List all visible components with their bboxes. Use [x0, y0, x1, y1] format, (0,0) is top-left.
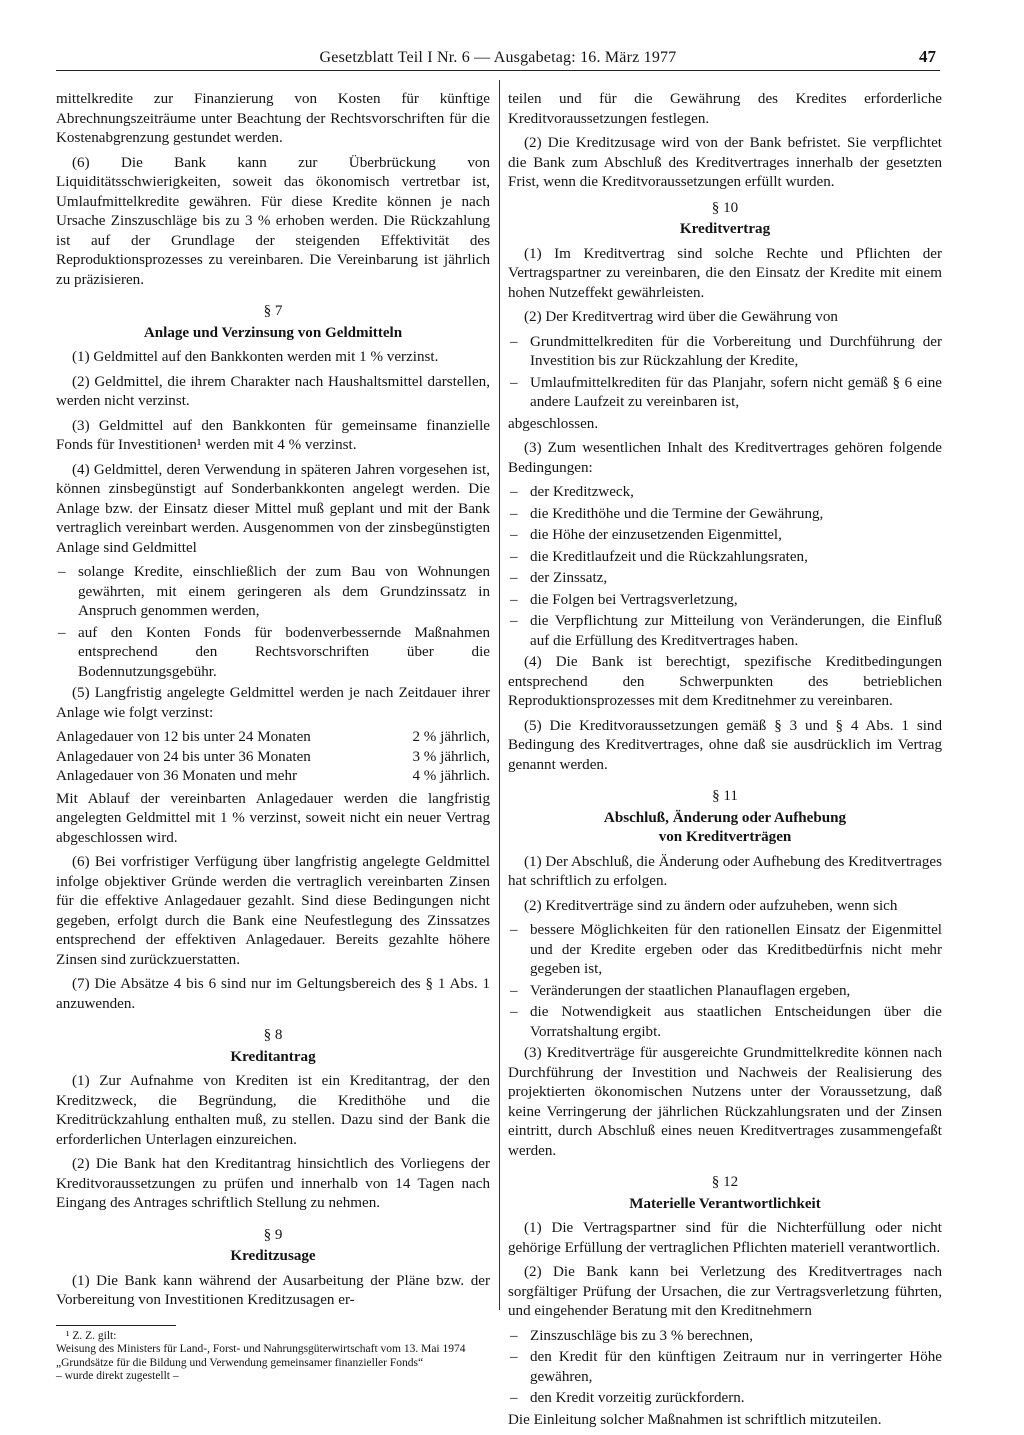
footnotes — [56, 1330, 490, 1384]
interest-rate-table — [56, 728, 490, 787]
page-header — [56, 46, 940, 71]
list-item: – die Verpflichtung zur Mitteilung von Veränderungen, die Einfluß auf die Erfüllung des Kreditvertrages haben. — [508, 612, 942, 651]
footnote-line: Weisung des Ministers für Land-, Forst- und Nahrungsgüterwirtschaft vom 13. Mai 1974 — [56, 1343, 466, 1355]
page-number: 47 — [919, 47, 936, 66]
section-7-title: Anlage und Verzinsung von Geldmitteln — [143, 324, 403, 341]
list-item: – auf den Konten Fonds für bodenverbessernde Maßnahmen entsprechend den Rechtsvorschriften über die Bodennutzungsgebühr. — [56, 624, 490, 683]
section-8-title: Kreditantrag — [230, 1048, 316, 1065]
list-item: – bessere Möglichkeiten für den rationellen Einsatz der Eigenmittel und der Kredite ergeben oder das Kreditbedürfnis nicht mehr gegeben ist, — [508, 921, 942, 980]
section-9-number: § 9 — [263, 1226, 283, 1243]
list-item: – die Kreditlaufzeit und die Rückzahlungsraten, — [508, 548, 942, 568]
list-item: – den Kredit für den künftigen Zeitraum nur in verringerter Höhe gewähren, — [508, 1348, 942, 1387]
section-11-number: § 11 — [712, 788, 738, 804]
section-12-title: Materielle Verantwortlichkeit — [629, 1195, 821, 1212]
section-11-title-line-2: von Kreditverträgen — [658, 829, 792, 845]
footnote-line: „Grundsätze für die Bildung und Verwendung gemeinsamer finanzieller Fonds“ — [56, 1356, 424, 1369]
list-item: – Zinszuschläge bis zu 3 % berechnen, — [508, 1327, 942, 1347]
right-column — [508, 90, 942, 1435]
section-6-paragraph-6: (6) Die Bank kann zur Überbrückung von Liquiditätsschwierigkeiten, soweit das ökonomisch vertretbar ist, Umlaufmittelkredite gewähren. Für diese Kredite können je nach Ursache Zinszuschläge bis zu 3 % erhoben werden. Die Rückzahlung ist auf der Grundlage der steigenden Effektivität des Reproduktionsprozesses zu vereinbaren. Die Vereinbarung ist jährlich zu präzisieren. — [56, 154, 490, 288]
rate-value: 3 % jährlich, — [412, 748, 490, 765]
section-7-paragraph-1: (1) Geldmittel auf den Bankkonten werden mit 1 % verzinst. — [72, 349, 439, 365]
list-item: – Grundmittelkrediten für die Vorbereitung und Durchführung der Investition bis zur Rückzahlung der Kredite, — [508, 333, 942, 372]
section-8-paragraph-2: (2) Die Bank hat den Kreditantrag hinsichtlich des Vorliegens der Kreditvoraussetzungen zu prüfen und innerhalb von 14 Tagen nach Eingang des Antrages schriftlich Stellung zu nehmen. — [56, 1156, 490, 1211]
section-12-number: § 12 — [711, 1174, 739, 1190]
rate-label: Anlagedauer von 36 Monaten und mehr — [56, 768, 298, 784]
section-8-number: § 8 — [263, 1027, 283, 1043]
section-11-paragraph-1: (1) Der Abschluß, die Änderung oder Aufhebung des Kreditvertrages hat schriftlich zu erfolgen. — [508, 853, 942, 889]
section-10-number: § 10 — [711, 199, 739, 216]
section-9-paragraph-2: (2) Die Kreditzusage wird von der Bank befristet. Sie verpflichtet die Bank zum Abschluß des Kreditvertrages innerhalb der gesetzten Frist, wenn die Kreditvoraussetzungen erfüllt wurden. — [508, 135, 942, 190]
list-item: – Umlaufmittelkrediten für das Planjahr, sofern nicht gemäß § 6 eine andere Laufzeit zu vereinbaren ist, — [508, 374, 942, 413]
section-7-paragraph-6: (6) Bei vorfristiger Verfügung über langfristig angelegte Geldmittel infolge objektiver Gründe werden die vertraglich vereinbarten Zinsen für die effektive Anlagedauer gezahlt. Sind diese Bedingungen nicht gegeben, erfolgt durch die Bank eine Neufestlegung des Zinssatzes entsprechend der effektiven Anlagedauer. Bereits gezahlte höhere Zinsen sind zurückzuerstatten. — [56, 854, 490, 968]
section-10-paragraph-4: (4) Die Bank ist berechtigt, spezifische Kreditbedingungen entsprechend den Schwerpunkten des betrieblichen Reproduktionsprozesses mit dem Kreditnehmer zu vereinbaren. — [508, 654, 942, 709]
rate-label: Anlagedauer von 12 bis unter 24 Monaten — [56, 729, 311, 745]
list-item: – der Zinssatz, — [508, 569, 942, 589]
list-item: – solange Kredite, einschließlich der zum Bau von Wohnungen gewährten, mit einem geringeren als dem Grundzinssatz in Anspruch genommen werden, — [56, 563, 490, 622]
section-11-paragraph-3: (3) Kreditverträge für ausgereichte Grundmittelkredite können nach Durchführung der Investition und Nachweis der Realisierung des projektierten ökonomischen Nutzens unter der Voraussetzung, daß keine Verringerung der jährlichen Rückzahlungsraten und der Zinsen eintritt, durch Abschluß eines neuen Kreditvertrages zusammengefaßt werden. — [508, 1045, 942, 1159]
gazette-title: Gesetzblatt Teil I Nr. 6 — Ausgabetag: 16. März 1977 — [319, 49, 677, 66]
left-column — [56, 90, 490, 1384]
section-7-paragraph-4: (4) Geldmittel, deren Verwendung in späteren Jahren vorgesehen ist, können zinsbegünstigt auf Sonderbankkonten angelegt werden. Die Anlage bzw. der Einsatz dieser Mittel muß geplant und mit der Bank vertraglich vereinbart werden. Ausgenommen von der zinsbegünstigten Anlage sind Geldmittel — [56, 461, 490, 556]
table-row — [56, 728, 490, 748]
section-7-paragraph-2: (2) Geldmittel, die ihrem Charakter nach Haushaltsmittel darstellen, werden nicht verzinst. — [56, 373, 490, 409]
list-item: – die Kredithöhe und die Termine der Gewährung, — [508, 505, 942, 525]
section-10-paragraph-1: (1) Im Kreditvertrag sind solche Rechte und Pflichten der Vertragspartner zu vereinbaren, die den Einsatz der Kredite mit einem hohen Nutzeffekt gewährleisten. — [508, 245, 942, 301]
rate-value: 4 % jährlich. — [412, 768, 490, 784]
section-10-paragraph-2: (2) Der Kreditvertrag wird über die Gewährung von — [524, 309, 838, 325]
continued-paragraph: mittelkredite zur Finanzierung von Kosten für künftige Abrechnungszeiträume unter Beachtung der Rechtsvorschriften für die Kostenabgrenzung gestundet werden. — [56, 91, 490, 146]
rate-label: Anlagedauer von 24 bis unter 36 Monaten — [56, 748, 311, 765]
list-item: – die Notwendigkeit aus staatlichen Entscheidungen über die Vorratshaltung ergibt. — [508, 1003, 942, 1042]
section-11-title-line-1: Abschluß, Änderung oder Aufhebung — [603, 809, 847, 826]
section-7-paragraph-3: (3) Geldmittel auf den Bankkonten für gemeinsame finanzielle Fonds für Investitionen¹ werden mit 4 % verzinst. — [56, 417, 490, 453]
section-9-title: Kreditzusage — [230, 1248, 316, 1264]
section-7-paragraph-7: (7) Die Absätze 4 bis 6 sind nur im Geltungsbereich des § 1 Abs. 1 anzuwenden. — [56, 976, 490, 1012]
section-7-paragraph-5: (5) Langfristig angelegte Geldmittel werden je nach Zeitdauer ihrer Anlage wie folgt verzinst: — [56, 685, 490, 721]
list-item: – Veränderungen der staatlichen Planauflagen ergeben, — [508, 982, 942, 1002]
section-11-paragraph-2: (2) Kreditverträge sind zu ändern oder aufzuheben, wenn sich — [524, 897, 898, 914]
list-item: – der Kreditzweck, — [508, 483, 942, 503]
footnote-line: – wurde direkt zugestellt – — [56, 1370, 179, 1382]
list-item: – die Höhe der einzusetzenden Eigenmittel, — [508, 526, 942, 546]
table-row — [56, 748, 490, 768]
section-12-paragraph-2: (2) Die Bank kann bei Verletzung des Kreditvertrages nach sorgfältiger Prüfung der Ursachen, die zur Vertragsverletzung führten, und eingehender Beratung mit den Kreditnehmern — [508, 1264, 942, 1319]
section-9-paragraph-1: (1) Die Bank kann während der Ausarbeitung der Pläne bzw. der Vorbereitung von Investitionen Kreditzusagen er- — [56, 1272, 490, 1308]
section-12-paragraph-1: (1) Die Vertragspartner sind für die Nichterfüllung oder nicht gehörige Erfüllung der vertraglichen Pflichten materiell verantwortlich. — [508, 1220, 942, 1256]
section-10-paragraph-3: (3) Zum wesentlichen Inhalt des Kreditvertrages gehören folgende Bedingungen: — [508, 440, 942, 476]
column-divider — [499, 80, 500, 1310]
list-item: – die Folgen bei Vertragsverletzung, — [508, 591, 942, 611]
table-row — [56, 767, 490, 787]
list-item: – den Kredit vorzeitig zurückfordern. — [508, 1389, 942, 1409]
section-10-paragraph-5: (5) Die Kreditvoraussetzungen gemäß § 3 und § 4 Abs. 1 sind Bedingung des Kreditvertrages, ohne daß sie ausdrücklich im Vertrag genannt werden. — [508, 717, 942, 773]
section-7-number: § 7 — [263, 303, 283, 319]
continued-paragraph: teilen und für die Gewährung des Kredites erforderliche Kreditvoraussetzungen festlegen. — [508, 91, 942, 127]
footnote-line: ¹ Z. Z. gilt: — [66, 1329, 117, 1342]
footnote-rule — [56, 1325, 176, 1326]
section-12-closing: Die Einleitung solcher Maßnahmen ist schriftlich mitzuteilen. — [508, 1411, 882, 1428]
section-7-paragraph-5-continued: Mit Ablauf der vereinbarten Anlagedauer werden die langfristig angelegten Geldmittel mit 1 % verzinst, soweit nicht ein neuer Vertrag abgeschlossen wird. — [56, 790, 490, 846]
section-10-title: Kreditvertrag — [679, 221, 771, 237]
section-10-paragraph-2-continued: abgeschlossen. — [508, 415, 599, 432]
section-8-paragraph-1: (1) Zur Aufnahme von Krediten ist ein Kreditantrag, der den Kreditzweck, die Begründung, die Kredithöhe und die Kreditrückzahlung enthalten muß, zu stellen. Dazu sind der Bank die erforderlichen Unterlagen einzureichen. — [56, 1073, 490, 1148]
rate-value: 2 % jährlich, — [412, 729, 490, 745]
